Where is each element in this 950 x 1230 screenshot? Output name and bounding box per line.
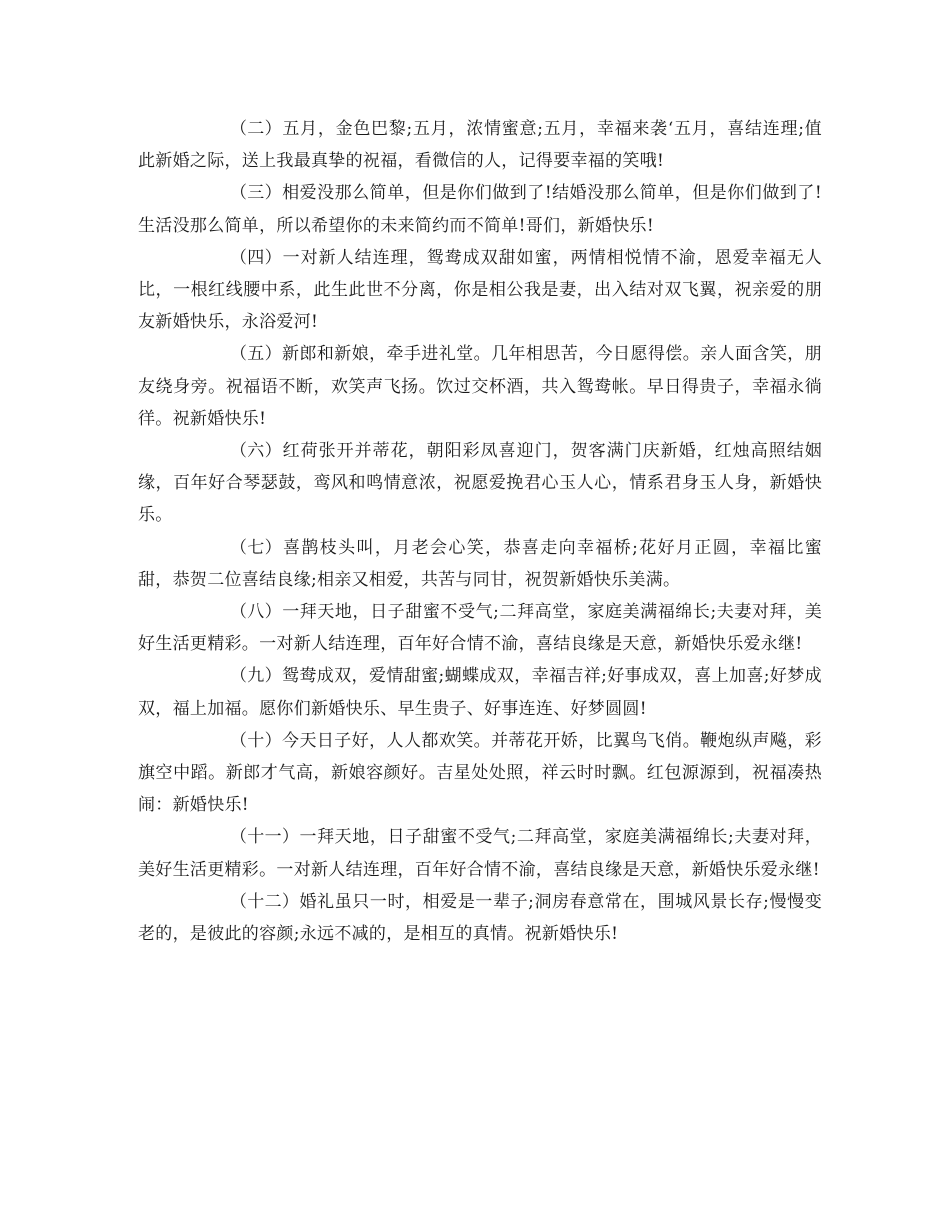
paragraph-9 bbox=[138, 660, 822, 724]
paragraph-text: 今天日子好，人人都欢笑。并蒂花开娇，比翼鸟飞俏。鞭炮纵声飚，彩旗空中蹈。新郎才气高，新娘容颜好。吉星处处照，祥云时时飘。红包源源到，祝福凑热闹：新婚快乐! bbox=[138, 730, 822, 816]
paragraph-11 bbox=[138, 821, 822, 885]
paragraph-number: （九） bbox=[230, 666, 282, 687]
paragraph-2 bbox=[138, 113, 822, 177]
paragraph-number: （二） bbox=[230, 119, 282, 139]
paragraph-5 bbox=[138, 338, 822, 435]
paragraph-text: 一拜天地，日子甜蜜不受气;二拜高堂，家庭美满福绵长;夫妻对拜，美好生活更精彩。一对新人结连理，百年好合情不渝，喜结良缘是天意，新婚快乐爱永继! bbox=[138, 827, 822, 880]
paragraph-text: 鸳鸯成双，爱情甜蜜;蝴蝶成双，幸福吉祥;好事成双，喜上加喜;好梦成双，福上加福。愿你们新婚快乐、早生贵子、好事连连、好梦圆圆! bbox=[138, 666, 822, 719]
paragraph-3 bbox=[138, 177, 822, 241]
paragraph-text: 五月，金色巴黎;五月，浓情蜜意;五月，幸福来袭‘五月，喜结连理;值此新婚之际，送上我最真挚的祝福，看微信的人，记得要幸福的笑哦! bbox=[138, 119, 822, 172]
paragraph-text: 红荷张开并蒂花，朝阳彩凤喜迎门，贺客满门庆新婚，红烛高照结姻缘，百年好合琴瑟鼓，鸾风和鸣情意浓，祝愿爱挽君心玉人心，情系君身玉人身，新婚快乐。 bbox=[138, 441, 822, 526]
paragraph-number: （七） bbox=[230, 537, 282, 558]
document-body bbox=[138, 113, 822, 950]
paragraph-text: 新郎和新娘，牵手进礼堂。几年相思苦，今日愿得偿。亲人面含笑，朋友绕身旁。祝福语不断，欢笑声飞扬。饮过交杯酒，共入鸳鸯帐。早日得贵子，幸福永徜徉。祝新婚快乐! bbox=[138, 344, 822, 429]
paragraph-number: （八） bbox=[230, 602, 282, 623]
paragraph-text: 一对新人结连理，鸳鸯成双甜如蜜，两情相悦情不渝，恩爱幸福无人比，一根红线腰中系，此生此世不分离，你是相公我是妻，出入结对双飞翼，祝亲爱的朋友新婚快乐，永浴爱河! bbox=[138, 247, 822, 333]
paragraph-10 bbox=[138, 725, 822, 822]
paragraph-text: 相爱没那么简单，但是你们做到了!结婚没那么简单，但是你们做到了!生活没那么简单，所以希望你的未来简约而不简单!哥们，新婚快乐! bbox=[138, 183, 822, 236]
paragraph-number: （十一） bbox=[230, 827, 300, 848]
paragraph-number: （三） bbox=[230, 183, 282, 204]
paragraph-number: （十二） bbox=[230, 891, 300, 912]
paragraph-text: 喜鹊枝头叫，月老会心笑，恭喜走向幸福桥;花好月正圆，幸福比蜜甜，恭贺二位喜结良缘;相亲又相爱，共苦与同甘，祝贺新婚快乐美满。 bbox=[138, 537, 822, 590]
paragraph-4 bbox=[138, 242, 822, 339]
paragraph-text: 婚礼虽只一时，相爱是一辈子;洞房春意常在，围城风景长存;慢慢变老的，是彼此的容颜;永远不减的，是相互的真情。祝新婚快乐! bbox=[138, 891, 822, 945]
paragraph-text: 一拜天地，日子甜蜜不受气;二拜高堂，家庭美满福绵长;夫妻对拜，美好生活更精彩。一对新人结连理，百年好合情不渝，喜结良缘是天意，新婚快乐爱永继! bbox=[138, 602, 822, 655]
paragraph-8 bbox=[138, 596, 822, 660]
paragraph-number: （六） bbox=[230, 441, 282, 462]
paragraph-12 bbox=[138, 886, 822, 950]
paragraph-6 bbox=[138, 435, 822, 532]
paragraph-number: （十） bbox=[230, 730, 282, 751]
paragraph-7 bbox=[138, 532, 822, 596]
paragraph-number: （四） bbox=[230, 247, 282, 268]
paragraph-number: （五） bbox=[230, 344, 282, 365]
